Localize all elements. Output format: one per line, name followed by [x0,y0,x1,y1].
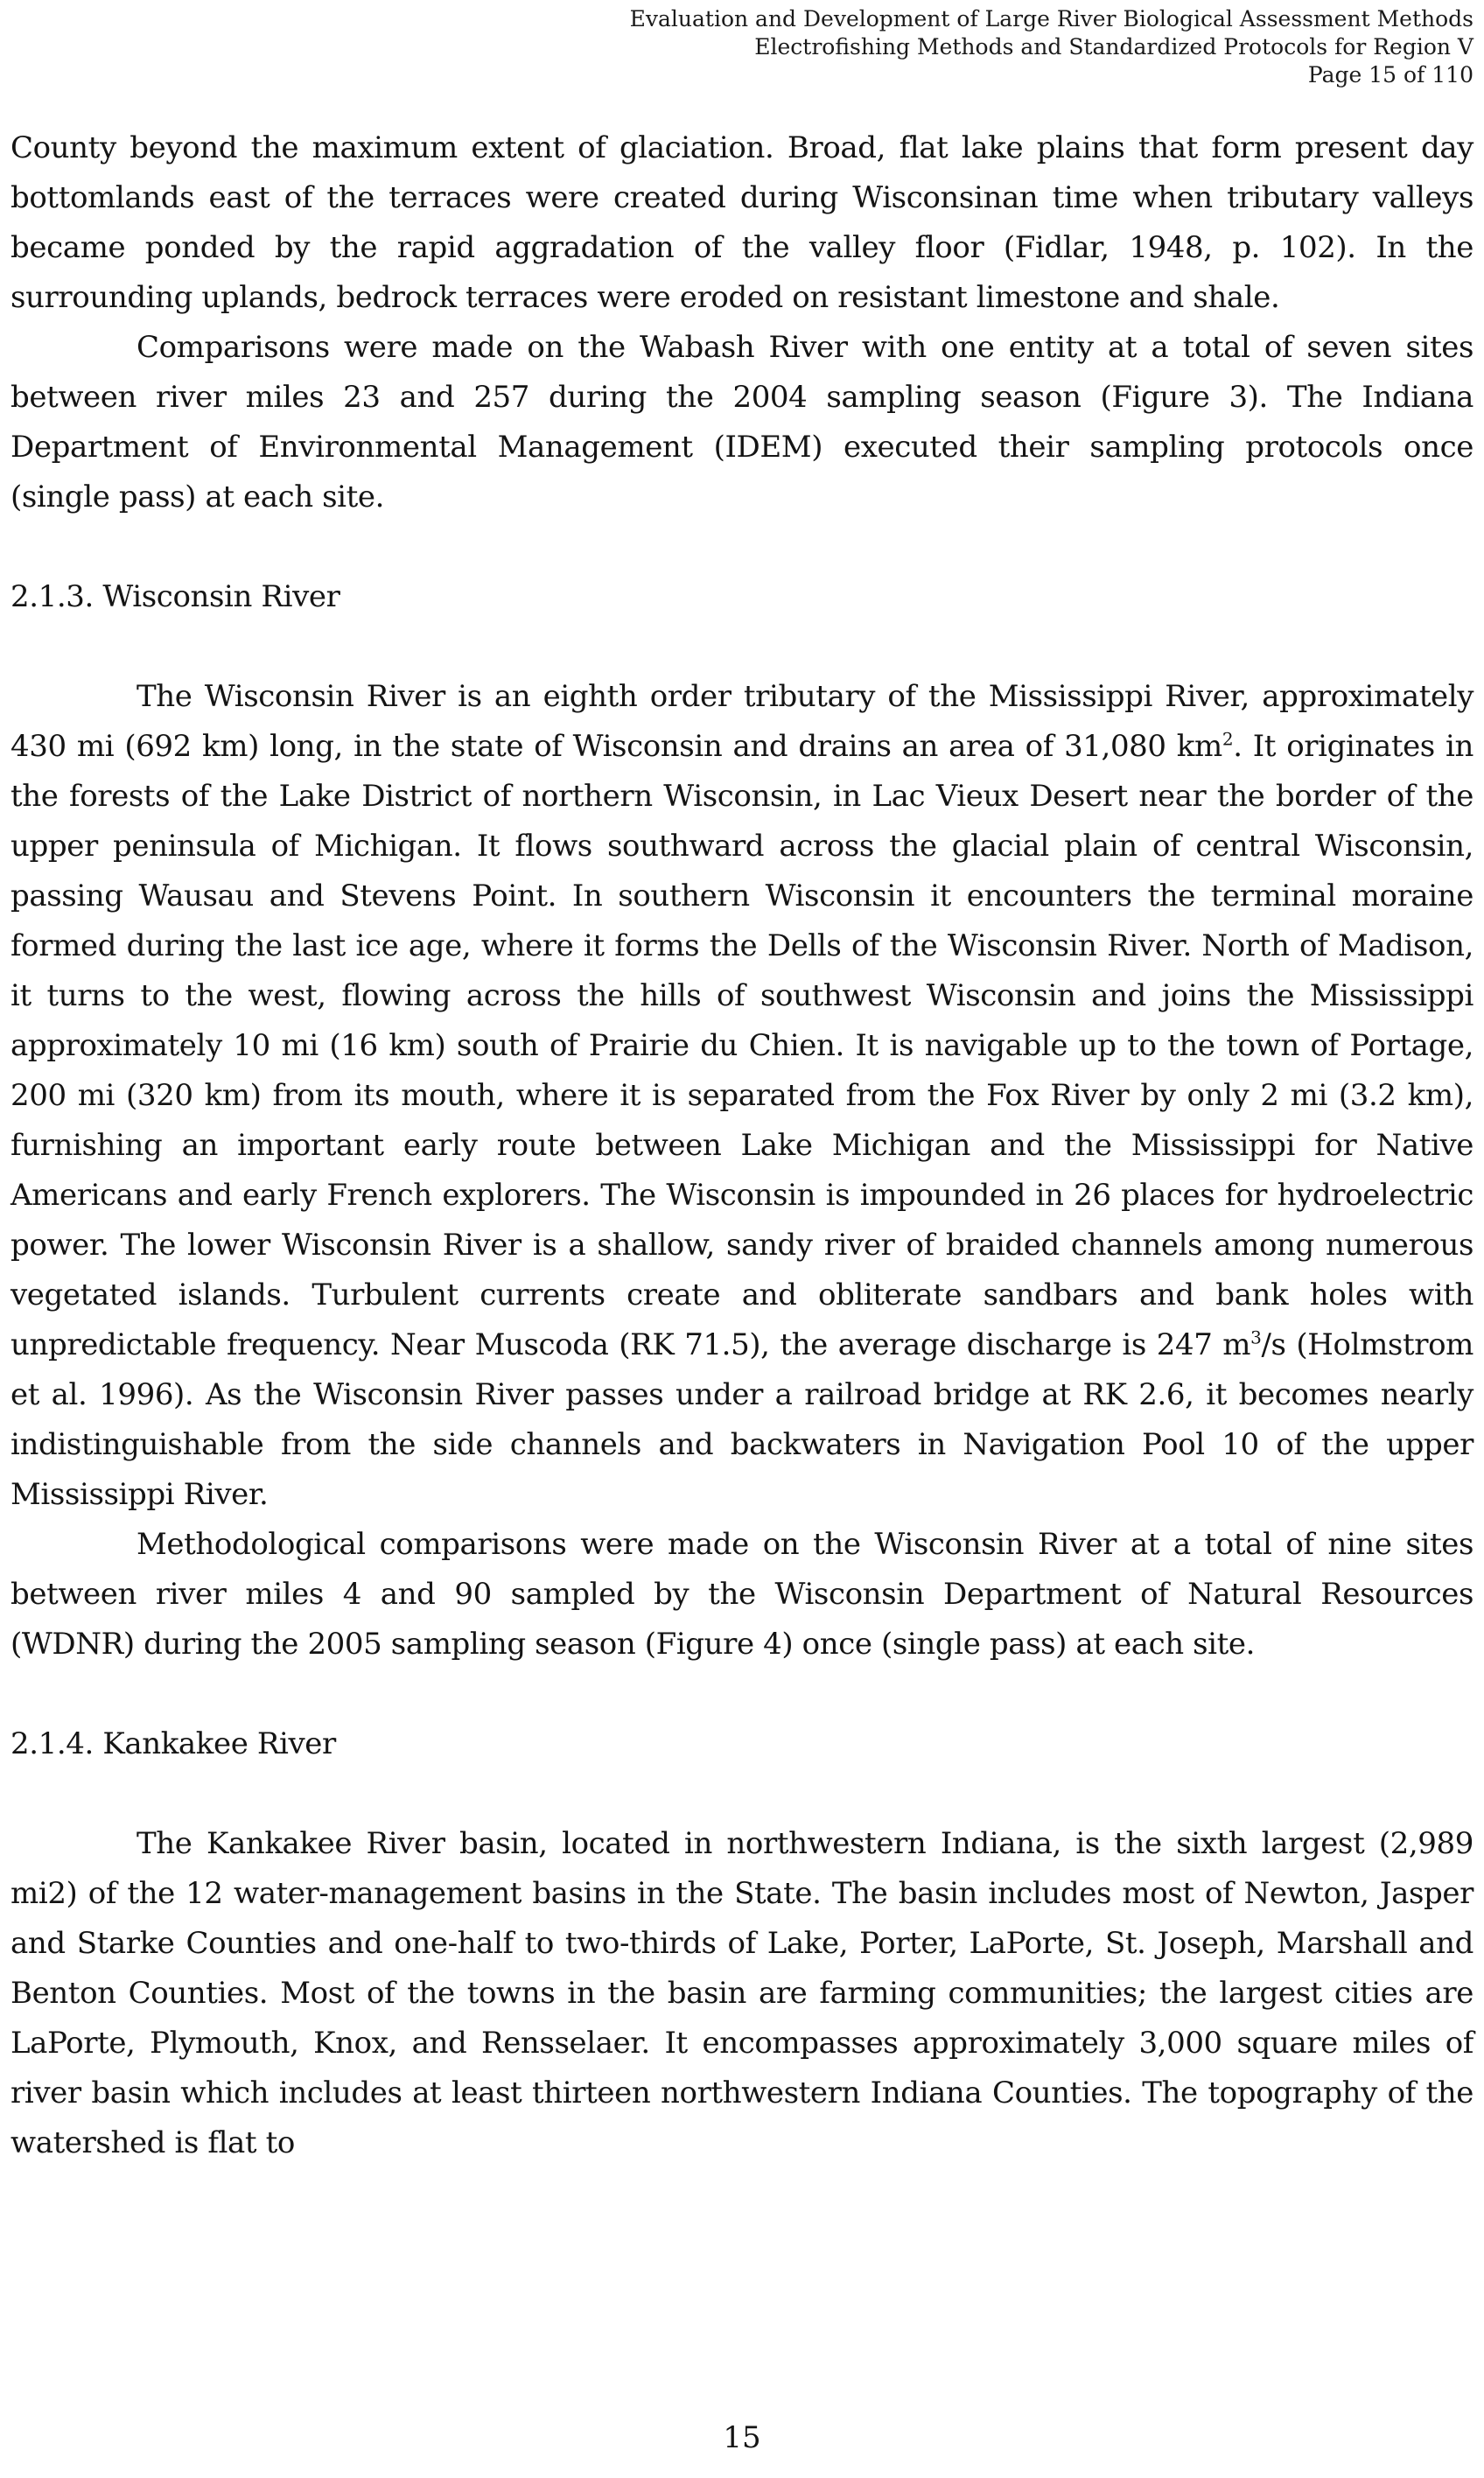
superscript-squared: 2 [1222,728,1234,750]
header-report-subtitle: Electrofishing Methods and Standardized Protocols for Region V [754,34,1474,60]
paragraph-wisconsin-river [10,672,1474,1520]
wisconsin-text-part1: The Wisconsin River is an eighth order tributary of the Mississippi River, approximately 430 mi (692 km) long, in the state of Wisconsin and drains an area of 31,080 km [10,679,1474,764]
section-heading-kankakee-river: 2.1.4. Kankakee River [10,1726,336,1761]
paragraph-glaciation: County beyond the maximum extent of glaciation. Broad, flat lake plains that form present day bottomlands east of the terraces were created during Wisconsinan time when tributary valleys became ponded by the rapid aggradation of the valley floor (Fidlar, 1948, p. 102). In the surrounding uplands, bedrock terraces were eroded on resistant limestone and shale. [10,130,1474,315]
paragraph-wabash-comparisons: Comparisons were made on the Wabash River with one entity at a total of seven sites between river miles 23 and 257 during the 2004 sampling season (Figure 3). The Indiana Department of Environmental Management (IDEM) executed their sampling protocols once (single pass) at each site. [10,330,1474,514]
superscript-cubed: 3 [1250,1326,1262,1348]
wisconsin-text-part3: /s (Holmstrom et al. 1996). As the Wisconsin River passes under a railroad bridge at RK 2.6, it becomes nearly indistinguishable from the side channels and backwaters in Navigation Pool 10 of the upper Mississippi River. [10,1327,1474,1512]
page-number: 15 [723,2420,761,2455]
paragraph-wisconsin-comparisons: Methodological comparisons were made on the Wisconsin River at a total of nine sites between river miles 4 and 90 sampled by the Wisconsin Department of Natural Resources (WDNR) during the 2005 sampling season (Figure 4) once (single pass) at each site. [10,1527,1474,1662]
spacer [10,1769,1474,1819]
spacer [10,622,1474,672]
wisconsin-text-part2: . It originates in the forests of the Lake District of northern Wisconsin, in Lac Vieux Desert near the border of the upper peninsula of Michigan. It flows southward across the glacial plain of central Wisconsin, passing Wausau and Stevens Point. In southern Wisconsin it encounters the terminal moraine formed during the last ice age, where it forms the Dells of the Wisconsin River. North of Madison, it turns to the west, flowing across the hills of southwest Wisconsin and joins the Mississippi approximately 10 mi (16 km) south of Prairie du Chien. It is navigable up to the town of Portage, 200 mi (320 km) from its mouth, where it is separated from the Fox River by only 2 mi (3.2 km), furnishing an important early route between Lake Michigan and the Mississippi for Native Americans and early French explorers. The Wisconsin is impounded in 26 places for hydroelectric power. The lower Wisconsin River is a shallow, sandy river of braided channels among numerous vegetated islands. Turbulent currents create and obliterate sandbars and bank holes with unpredictable frequency. Near Muscoda (RK 71.5), the average discharge is 247 m [10,729,1474,1362]
paragraph-kankakee-river: The Kankakee River basin, located in northwestern Indiana, is the sixth largest (2,989 mi2) of the 12 water-management basins in the State. The basin includes most of Newton, Jasper and Starke Counties and one-half to two-thirds of Lake, Porter, LaPorte, St. Joseph, Marshall and Benton Counties. Most of the towns in the basin are farming communities; the largest cities are LaPorte, Plymouth, Knox, and Rensselaer. It encompasses approximately 3,000 square miles of river basin which includes at least thirteen northwestern Indiana Counties. The topography of the watershed is flat to [10,1826,1474,2160]
spacer [10,522,1474,572]
spacer [10,1670,1474,1719]
page-body [10,123,1474,2168]
header-report-title: Evaluation and Development of Large River Biological Assessment Methods [629,6,1474,32]
section-heading-wisconsin-river: 2.1.3. Wisconsin River [10,579,340,614]
header-page-count: Page 15 of 110 [1307,62,1474,88]
running-header [424,5,1474,89]
